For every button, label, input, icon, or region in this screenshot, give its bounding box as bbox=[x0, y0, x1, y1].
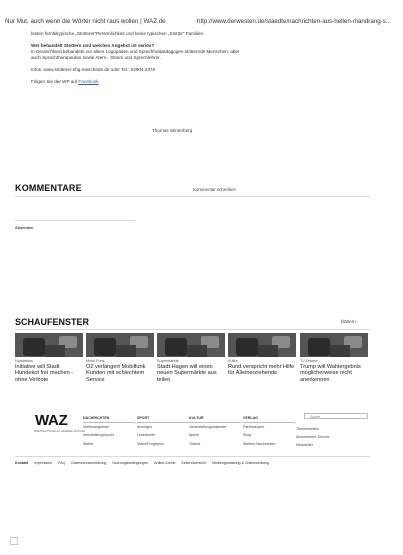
waz-logo-subtitle: WESTDEUTSCHE ALLGEMEINE ZEITUNG bbox=[34, 430, 86, 433]
footer-bottom-link[interactable]: Datenschutzerklärung bbox=[71, 461, 107, 465]
footer-bottom-link[interactable]: Mediengestaltung & Onlinewerbung bbox=[212, 461, 270, 465]
footer-column-right bbox=[296, 425, 330, 450]
teaser-card[interactable] bbox=[15, 333, 83, 383]
footer-column-header[interactable]: SPORT bbox=[137, 414, 189, 423]
footer-link[interactable]: Shop bbox=[243, 433, 252, 438]
divider bbox=[15, 456, 370, 457]
footer-link[interactable]: Weitere Nachrichten bbox=[243, 441, 276, 446]
footer-bottom-links bbox=[15, 461, 370, 465]
teaser-headline[interactable]: Stadt Hagen will einen neuen Supermärkte aus teilen bbox=[157, 364, 217, 383]
footer-bottom-link[interactable]: Seitenübersicht bbox=[181, 461, 207, 465]
footer-column bbox=[137, 414, 189, 448]
teaser-image[interactable] bbox=[228, 333, 296, 357]
follow-text: Folgen Sie der WP auf bbox=[31, 79, 78, 84]
teaser-kicker: Supermärkte bbox=[157, 359, 179, 363]
waz-logo[interactable]: WAZ bbox=[35, 412, 68, 429]
teaser-kicker: Mobil Funk bbox=[86, 359, 105, 363]
footer-link[interactable]: Tickets bbox=[189, 441, 201, 446]
teaser-list bbox=[15, 333, 370, 393]
footer-bottom-link[interactable]: FAQ bbox=[58, 461, 66, 465]
article-paragraph: bieten fernhiltypische „Stotterer“Persönlichkeit und keine typischen „Stotter“ Familien. bbox=[31, 31, 205, 36]
footer-link[interactable]: Newsletter bbox=[296, 443, 313, 448]
footer-link[interactable]: Anzeigen bbox=[137, 425, 152, 430]
teaser-headline[interactable]: Trump will Wahlergebnis möglicherweise nicht anerkennen bbox=[300, 364, 361, 383]
footer-column-header[interactable]: NACHRICHTEN bbox=[83, 414, 135, 423]
teaser-image[interactable] bbox=[86, 333, 154, 357]
footer-link[interactable]: Spiele bbox=[189, 433, 199, 438]
footer-bottom-link[interactable]: Kontakt bbox=[15, 461, 29, 465]
schaufenster-title: SCHAUFENSTER bbox=[15, 317, 90, 327]
facebook-link[interactable]: Facebook bbox=[78, 79, 99, 84]
footer-link[interactable]: Partnersuche bbox=[243, 425, 265, 430]
submit-comment-button[interactable]: Absenden bbox=[15, 226, 34, 230]
search-input[interactable]: Suche bbox=[304, 413, 368, 419]
teaser-card[interactable] bbox=[86, 333, 154, 383]
divider bbox=[15, 196, 370, 197]
footer-bottom-link[interactable]: Artikel-Archiv bbox=[154, 461, 176, 465]
footer-link[interactable]: Stellenangebote bbox=[83, 425, 109, 430]
article-author: Thomas Winterberg bbox=[152, 128, 193, 133]
footer-link[interactable]: Themenseiten bbox=[296, 427, 319, 431]
teaser-kicker: Hundebiss bbox=[15, 359, 33, 363]
page-corner-mark bbox=[10, 537, 18, 545]
teaser-card[interactable] bbox=[157, 333, 225, 383]
footer-column bbox=[83, 414, 135, 448]
footer-column bbox=[243, 414, 295, 448]
print-header-url: http://www.derwesten.de/staedte/nachrichten-aus-hellen-mandrang-s... bbox=[197, 18, 391, 25]
article-paragraph: In Deutschland behandeln vor allem Logopäden und Sprachheilpädagogen stotternde Menschen, aber auch Sprachtherapeuten sowie Atem-, Stimm und Sprechlehrer. bbox=[31, 49, 240, 60]
footer-link[interactable]: Wetter bbox=[83, 441, 94, 446]
teaser-kicker: Kultur bbox=[228, 359, 238, 363]
comment-box-line[interactable] bbox=[15, 220, 135, 221]
article-subheading: Wer behandelt Stottern und welches Angebot ist seriös? bbox=[31, 43, 155, 48]
footer-link[interactable]: Abonnement-Service bbox=[296, 435, 330, 440]
write-comment-link[interactable]: Kommentar schreiben bbox=[193, 187, 236, 192]
teaser-image[interactable] bbox=[300, 333, 368, 357]
teaser-headline[interactable]: Initiative will Stadt Hundekot frei machen - ohne Verbote bbox=[15, 364, 74, 383]
footer-bottom-link[interactable]: Nutzungsbedingungen bbox=[112, 461, 149, 465]
teaser-headline[interactable]: Rund verspricht mehr Hilfe für Alleinerziehende bbox=[228, 364, 295, 377]
article-body bbox=[31, 31, 246, 91]
teaser-kicker: TV-Drama bbox=[300, 359, 318, 363]
comments-title: KOMMENTARE bbox=[15, 183, 82, 193]
footer-link[interactable]: Leserbriefe bbox=[137, 433, 155, 438]
teaser-card[interactable] bbox=[300, 333, 368, 383]
footer-column bbox=[189, 414, 241, 448]
footer-column-header[interactable]: VERLAG bbox=[243, 414, 295, 423]
teaser-headline[interactable]: O2 verlängert Mobilfunk Kunden mit schlechtem Service bbox=[86, 364, 146, 383]
divider bbox=[15, 329, 370, 330]
article-follow bbox=[31, 79, 246, 85]
schaufenster-more-link[interactable]: blättern bbox=[341, 319, 356, 324]
print-header-title: Nur Mut, auch wenn die Wörter nicht raus wollen | WAZ.de bbox=[5, 18, 166, 25]
footer-link[interactable]: Veranstaltungskalender bbox=[189, 425, 227, 430]
print-header bbox=[5, 18, 391, 28]
teaser-image[interactable] bbox=[157, 333, 225, 357]
footer-link[interactable]: Video/Programm bbox=[137, 441, 164, 446]
footer-bottom-link[interactable]: Impressum bbox=[34, 461, 53, 465]
follow-end: . bbox=[98, 79, 100, 84]
site-footer bbox=[15, 407, 370, 459]
footer-column-header[interactable]: KULTUR bbox=[189, 414, 241, 423]
teaser-card[interactable] bbox=[228, 333, 296, 377]
footer-link[interactable]: Immobilien/gesucht bbox=[83, 433, 114, 438]
teaser-image[interactable] bbox=[15, 333, 83, 357]
article-info: Infos: www.stotterer-shg-meschede.de oder Tel.: 02904 2376 bbox=[31, 67, 156, 72]
